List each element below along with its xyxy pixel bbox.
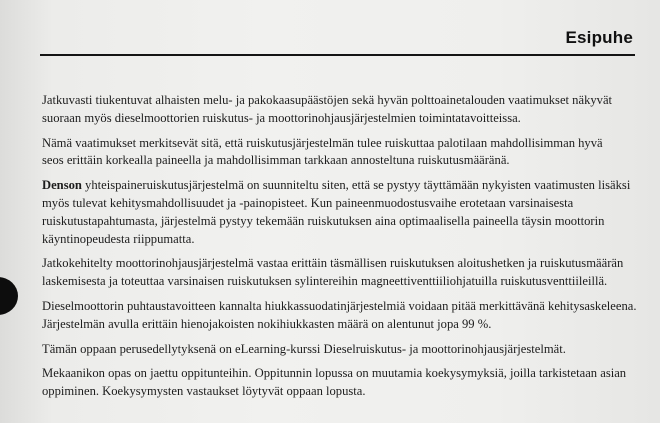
text-line [42, 177, 647, 195]
text-line: suoraan myös dieselmoottorien ruiskutus- ja moottorinohjausjärjestelmien toimintatavoitteissa. [42, 110, 521, 125]
paragraph-guide-structure [42, 365, 647, 401]
text-line: Järjestelmän avulla erittäin hienojakoisten nokihiukkasten määrä on alentunut jopa 99 %. [42, 316, 492, 331]
paragraph-particle-filter [42, 298, 647, 334]
text-line: ruiskutustapahtumasta, järjestelmä pystyy tekemään ruiskutuksen aina optimaalisella paineella täysin moottorin [42, 213, 605, 228]
body-text [42, 92, 647, 408]
paragraph-prerequisite [42, 341, 647, 359]
binder-hole [0, 277, 18, 315]
page-header [40, 26, 635, 56]
paragraph-engine-control [42, 255, 647, 291]
paragraph-emissions-requirements [42, 92, 647, 128]
section-title: Esipuhe [565, 28, 633, 47]
text-line: Dieselmoottorin puhtaustavoitteen kannalta hiukkassuodatinjärjestelmiä voidaan pitää merkittävänä kehitysaskeleena. [42, 298, 637, 313]
text-line: myös tulevat kehitysmahdollisuudet ja -painopisteet. Kun paineenmuodostusvaihe erotetaan varsinaisesta [42, 195, 574, 210]
text-line: Jatkokehitelty moottorinohjausjärjestelmä vastaa erittäin täsmällisen ruiskutuksen aloitushetken ja ruiskutusmäärän [42, 256, 624, 271]
text-line: Tämän oppaan perusedellytyksenä on eLearning-kurssi Dieselruiskutus- ja moottorinohjausjärjestelmät. [42, 341, 566, 356]
text-line: laskemisesta ja toteuttaa varsinaisen ruiskutuksen sylintereihin magneettiventtiiliohjatuilla ruiskutusventtiileillä. [42, 274, 608, 289]
text-line: seos erittäin korkealla paineella ja mahdollisimman tarkkaan annosteltuna ruiskutusmääränä. [42, 153, 510, 168]
text-line: käyntinopeudesta riippumatta. [42, 231, 195, 246]
paragraph-injection-requirements [42, 135, 647, 171]
text-line: Jatkuvasti tiukentuvat alhaisten melu- ja pakokaasupäästöjen sekä hyvän polttoainetalouden vaatimukset näkyvät [42, 93, 613, 107]
text-line: Nämä vaatimukset merkitsevät sitä, että ruiskutusjärjestelmän tulee ruiskuttaa palotilaan mahdollisimman hyvä [42, 135, 603, 150]
text-line: Mekaanikon opas on jaettu oppitunteihin. Oppitunnin lopussa on muutamia koekysymyksiä, joilla tarkistetaan asian [42, 366, 627, 381]
text-line: oppiminen. Koekysymysten vastaukset löytyvät oppaan lopusta. [42, 384, 366, 399]
paragraph-common-rail-system [42, 177, 647, 248]
brand-name: Denson [42, 178, 82, 193]
text-fragment: yhteispaineruiskutusjärjestelmä on suunniteltu siten, että se pystyy täyttämään nykyisten vaatimusten lisäksi [81, 178, 631, 193]
